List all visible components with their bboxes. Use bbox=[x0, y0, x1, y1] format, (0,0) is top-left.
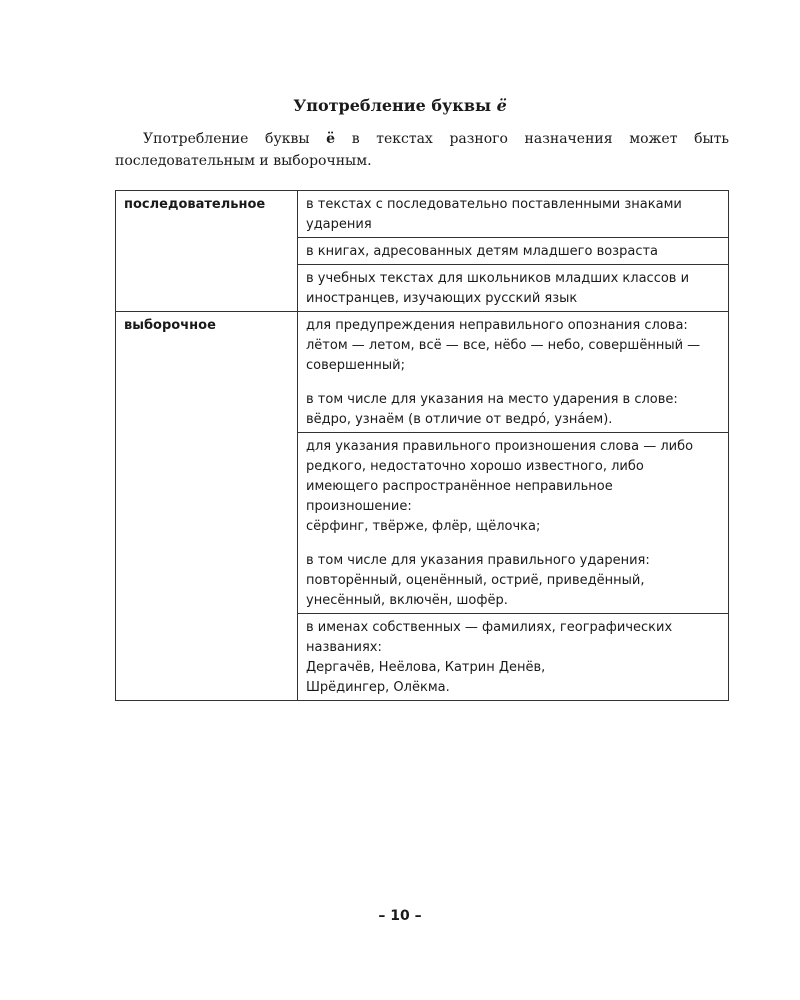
case-examples: сёрфинг, твёрже, флёр, щёлочка; bbox=[306, 519, 541, 534]
consistent-case-3: в учебных текстах для школьников младших классов и иностранцев, изучающих русский язык bbox=[298, 265, 729, 312]
case-note-examples: вёдро, узнаём (в отличие от ведро́, узна́ем). bbox=[306, 412, 613, 427]
consistent-case-1: в текстах с последовательно поставленными знаками ударения bbox=[298, 191, 729, 238]
usage-table bbox=[115, 190, 729, 701]
table-row bbox=[116, 191, 729, 238]
case-text: для указания правильного произношения слова — либо редкого, недостаточно хорошо известного, либо имеющего распространённое неправильное произношение: bbox=[306, 439, 694, 514]
case-examples: лётом — летом, всё — все, нёбо — небо, совершённый — совершенный; bbox=[306, 338, 701, 373]
category-selective: выборочное bbox=[116, 312, 298, 701]
selective-case-3 bbox=[298, 614, 729, 701]
intro-paragraph bbox=[115, 128, 729, 172]
table-row bbox=[116, 312, 729, 433]
title-text: Употребление буквы bbox=[293, 96, 491, 115]
selective-case-2 bbox=[298, 433, 729, 614]
case-note: в том числе для указания на место ударения в слове: bbox=[306, 392, 678, 407]
case-note-examples: повторённый, оценённый, остриё, приведённый, унесённый, включён, шофёр. bbox=[306, 573, 645, 608]
case-note: в том числе для указания правильного ударения: bbox=[306, 553, 650, 568]
category-consistent: последовательное bbox=[116, 191, 298, 312]
title-letter: ё bbox=[496, 96, 507, 115]
selective-case-1 bbox=[298, 312, 729, 433]
case-text: для предупреждения неправильного опознания слова: bbox=[306, 318, 688, 333]
case-example-line-2: Шрёдингер, Олёкма. bbox=[306, 680, 450, 695]
case-text: в именах собственных — фамилиях, географических названиях: bbox=[306, 620, 673, 655]
intro-part-1: Употребление буквы bbox=[143, 131, 327, 147]
case-example-line-1: Дергачёв, Неёлова, Катрин Денёв, bbox=[306, 660, 546, 675]
intro-letter: ё bbox=[326, 131, 336, 147]
consistent-case-2: в книгах, адресованных детям младшего возраста bbox=[298, 238, 729, 265]
page-number: – 10 – bbox=[378, 908, 422, 924]
intro-part-2: в текстах разного назначения может быть последовательным и выборочным. bbox=[115, 131, 730, 169]
page-title bbox=[0, 96, 800, 115]
